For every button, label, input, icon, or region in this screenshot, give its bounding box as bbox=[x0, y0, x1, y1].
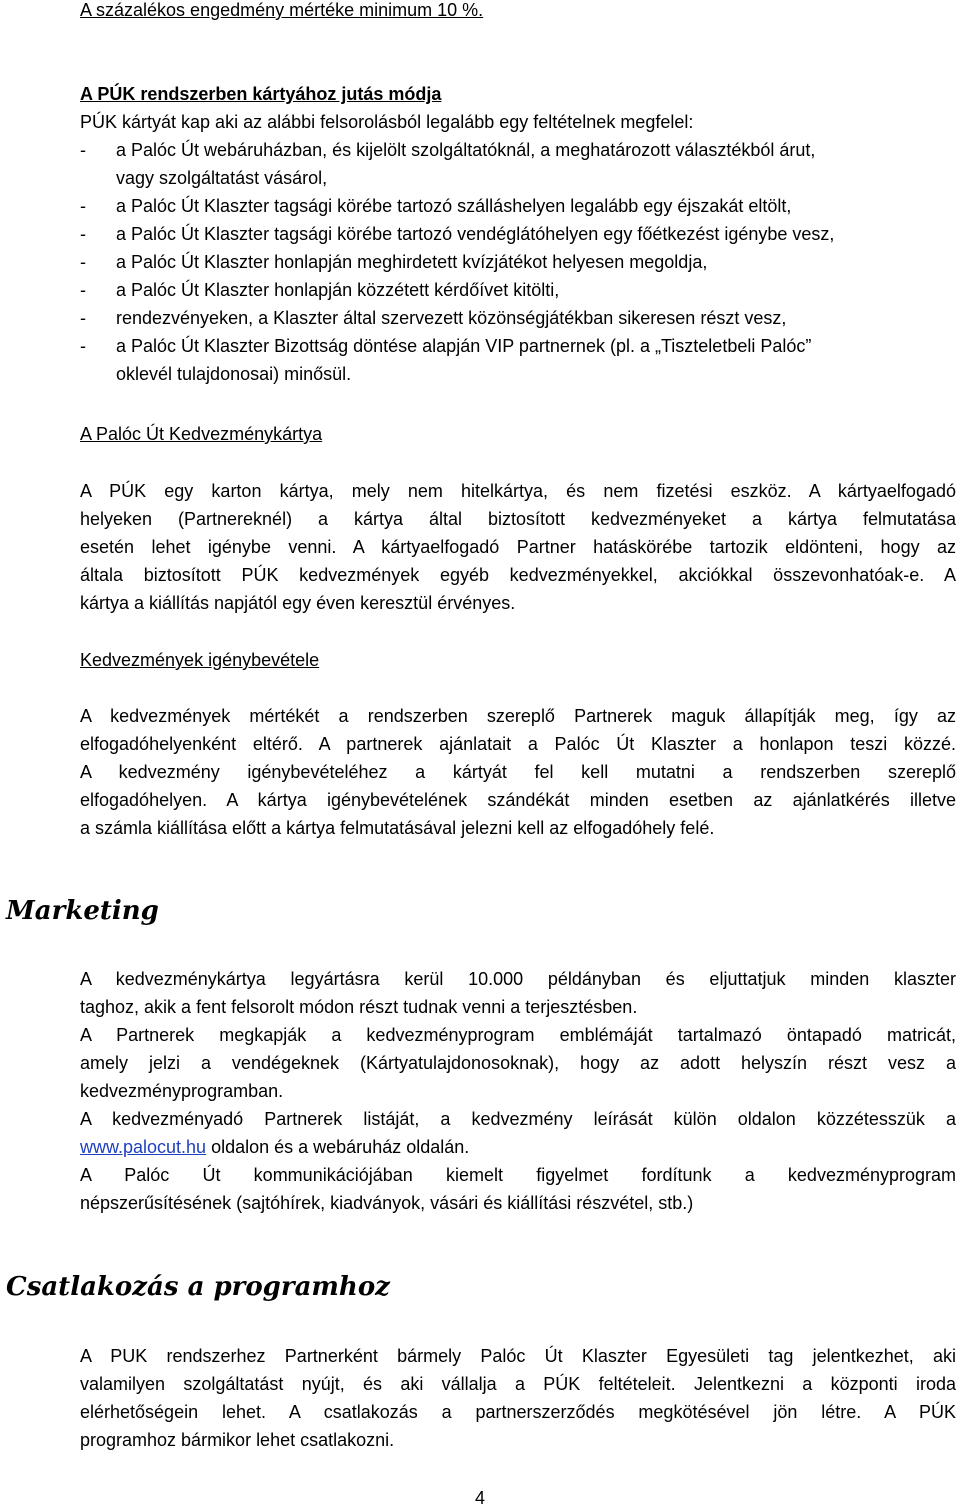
list-item-text: a Palóc Út webáruházban, és kijelölt szolgáltatóknál, a meghatározott választékból árut, bbox=[116, 140, 816, 160]
list-item-text: a Palóc Út Klaszter honlapján meghirdetett kvízjátékot helyesen megoldja, bbox=[116, 252, 708, 272]
list-item-text: a Palóc Út Klaszter honlapján közzétett kérdőívet kitölti, bbox=[116, 280, 560, 300]
marketing-body bbox=[80, 965, 956, 1217]
join-heading: Csatlakozás a programhoz bbox=[6, 1272, 390, 1302]
benefits-title-block bbox=[80, 646, 956, 674]
list-item bbox=[80, 136, 956, 164]
paragraph-line: A kedvezmények mértékét a rendszerben szereplő Partnerek maguk állapítják meg, így az bbox=[80, 706, 956, 726]
list-dash: - bbox=[80, 252, 86, 272]
paragraph-line: A PÚK egy karton kártya, mely nem hitelkártya, és nem fizetési eszköz. A kártyaelfogadó bbox=[80, 481, 956, 501]
list-item-text: rendezvényeken, a Klaszter által szervezett közönségjátékban sikeresen részt vesz, bbox=[116, 308, 787, 328]
paragraph-line: általa biztosított PÚK kedvezmények egyéb kedvezményekkel, akciókkal összevonhatóak-e. A bbox=[80, 565, 956, 585]
list-item-continuation: vagy szolgáltatást vásárol, bbox=[116, 168, 328, 188]
paragraph-line: valamilyen szolgáltatást nyújt, és aki vállalja a PÚK feltételeit. Jelentkezni a központi iroda bbox=[80, 1374, 956, 1394]
paragraph-line: esetén lehet igénybe venni. A kártyaelfogadó Partner hatáskörébe tartozik eldönteni, hogy az bbox=[80, 537, 956, 557]
list-dash: - bbox=[80, 224, 86, 244]
list-item bbox=[80, 276, 956, 304]
paragraph-line: programhoz bármikor lehet csatlakozni. bbox=[80, 1430, 395, 1450]
paragraph-line: helyeken (Partnereknél) a kártya által biztosított kedvezményeket a kártya felmutatása bbox=[80, 509, 956, 529]
card-section-body bbox=[80, 477, 956, 617]
link-trailing-text: oldalon és a webáruház oldalán. bbox=[206, 1137, 470, 1157]
paragraph-line: elérhetőségein lehet. A csatlakozás a partnerszerződés megkötésével jön létre. A PÚK bbox=[80, 1402, 956, 1422]
palocut-link[interactable]: www.palocut.hu bbox=[80, 1137, 207, 1157]
paragraph-line: A Palóc Út kommunikációjában kiemelt figyelmet fordítunk a kedvezményprogram bbox=[80, 1165, 956, 1185]
list-dash: - bbox=[80, 196, 86, 216]
paragraph-line: A kedvezmény igénybevételéhez a kártyát fel kell mutatni a rendszerben szereplő bbox=[80, 762, 956, 782]
discount-note-text: A százalékos engedmény mértéke minimum 10 %. bbox=[80, 0, 484, 20]
card-access-intro: PÚK kártyát kap aki az alábbi felsorolásból legalább egy feltételnek megfelel: bbox=[80, 112, 694, 132]
join-body bbox=[80, 1342, 956, 1454]
paragraph-line: a számla kiállítása előtt a kártya felmutatásával jelezni kell az elfogadóhely felé. bbox=[80, 818, 715, 838]
card-access-section bbox=[80, 80, 956, 388]
list-dash: - bbox=[80, 308, 86, 328]
list-item bbox=[80, 304, 956, 332]
card-section-title: A Palóc Út Kedvezménykártya bbox=[80, 424, 323, 444]
paragraph-line: népszerűsítésének (sajtóhírek, kiadványok, vásári és kiállítási részvétel, stb.) bbox=[80, 1193, 694, 1213]
paragraph-line: kártya a kiállítás napjától egy éven keresztül érvényes. bbox=[80, 593, 516, 613]
paragraph-line: kedvezményprogramban. bbox=[80, 1081, 284, 1101]
list-item bbox=[80, 332, 956, 360]
list-item bbox=[80, 248, 956, 276]
list-item-text: a Palóc Út Klaszter tagsági körébe tartozó szálláshelyen legalább egy éjszakát eltölt, bbox=[116, 196, 792, 216]
card-section-title-block bbox=[80, 420, 956, 448]
list-item-text: a Palóc Út Klaszter Bizottság döntése alapján VIP partnernek (pl. a „Tiszteletbeli Palóc” bbox=[116, 336, 812, 356]
page-number: 4 bbox=[474, 1488, 485, 1508]
list-item-text: a Palóc Út Klaszter tagsági körébe tartozó vendéglátóhelyen egy főétkezést igénybe vesz, bbox=[116, 224, 835, 244]
list-item-continuation: oklevél tulajdonosai) minősül. bbox=[116, 364, 352, 384]
paragraph-line: A kedvezményadó Partnerek listáját, a kedvezmény leírását külön oldalon közzétesszük a bbox=[80, 1109, 956, 1129]
list-item bbox=[80, 220, 956, 248]
list-dash: - bbox=[80, 280, 86, 300]
paragraph-line: A Partnerek megkapják a kedvezményprogram emblémáját tartalmazó öntapadó matricát, bbox=[80, 1025, 956, 1045]
paragraph-line: elfogadóhelyen. A kártya igénybevételének szándékát minden esetben az ajánlatkérés illetve bbox=[80, 790, 956, 810]
paragraph-line: A kedvezménykártya legyártásra kerül 10.000 példányban és eljuttatjuk minden klaszter bbox=[80, 969, 956, 989]
list-dash: - bbox=[80, 336, 86, 356]
list-dash: - bbox=[80, 140, 86, 160]
discount-note bbox=[80, 0, 956, 24]
paragraph-line: taghoz, akik a fent felsorolt módon részt tudnak venni a terjesztésben. bbox=[80, 997, 638, 1017]
paragraph-line: elfogadóhelyenként eltérő. A partnerek ajánlatait a Palóc Út Klaszter a honlapon teszi közzé. bbox=[80, 734, 956, 754]
card-access-title: A PÚK rendszerben kártyához jutás módja bbox=[80, 84, 442, 104]
paragraph-line-with-link bbox=[80, 1133, 956, 1161]
paragraph-line: amely jelzi a vendégeknek (Kártyatulajdonosoknak), hogy az adott helyszín részt vesz a bbox=[80, 1053, 956, 1073]
benefits-body bbox=[80, 702, 956, 842]
benefits-title: Kedvezmények igénybevétele bbox=[80, 650, 320, 670]
paragraph-line: A PUK rendszerhez Partnerként bármely Palóc Út Klaszter Egyesületi tag jelentkezhet, aki bbox=[80, 1346, 956, 1366]
list-item bbox=[80, 192, 956, 220]
marketing-heading: Marketing bbox=[6, 896, 159, 926]
